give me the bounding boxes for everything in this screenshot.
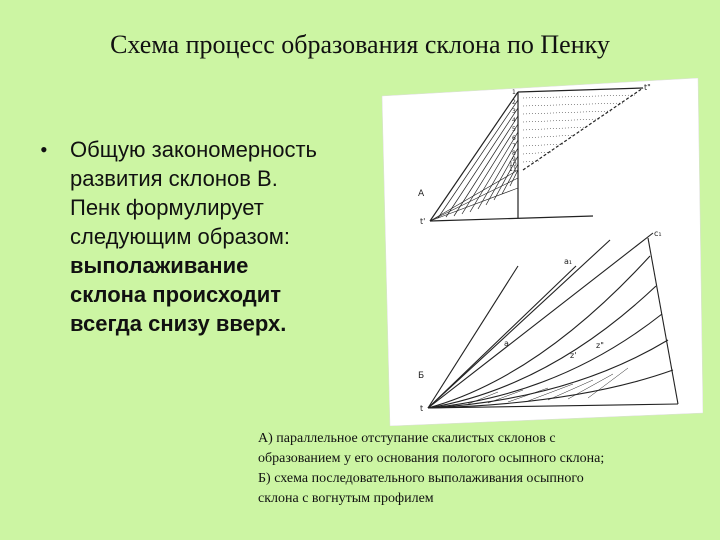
scale-number: 2 <box>512 99 516 106</box>
series-label: z' <box>570 351 577 360</box>
scale-number: 8 <box>512 150 516 157</box>
series-label: a₁ <box>564 257 573 266</box>
figure-caption <box>258 429 713 509</box>
label-b: Б <box>418 371 425 381</box>
figure-paper <box>382 78 703 426</box>
label-b-start: t <box>420 404 424 413</box>
slope-diagram-figure <box>378 78 703 426</box>
scale-number: 1 <box>512 89 516 96</box>
caption-line: Б) схема последовательного выполаживания осыпного <box>258 471 584 486</box>
scale-number: 11 <box>509 166 517 173</box>
scale-number: 10 <box>509 161 517 168</box>
bullet-text <box>70 135 330 338</box>
bullet-marker: • <box>40 137 48 162</box>
scale-number: 5 <box>512 126 516 133</box>
scale-number: 9 <box>512 156 516 163</box>
bullet-normal-text: Общую закономерность развития склонов В. Пенк формулирует следующим образом: <box>70 137 318 249</box>
label-a-top-right: t" <box>644 83 651 92</box>
series-label: z" <box>596 341 604 350</box>
label-a-start: t' <box>420 217 426 226</box>
series-label: a <box>504 339 509 348</box>
label-b-top-right: c₁ <box>654 229 662 238</box>
bullet-bold-text: выполаживание склона происходит всегда снизу вверх. <box>70 253 287 336</box>
caption-line: склона с вогнутым профилем <box>258 491 434 506</box>
scale-number: 6 <box>512 135 516 142</box>
slide-title: Схема процесс образования склона по Пенку <box>110 30 610 59</box>
scale-number: 4 <box>512 117 516 124</box>
scale-number: 7 <box>512 143 516 150</box>
label-a: А <box>418 189 425 199</box>
caption-line: А) параллельное отступание скалистых склонов с <box>258 431 556 446</box>
caption-line: образованием у его основания пологого осыпного склона; <box>258 451 605 466</box>
scale-number: 3 <box>512 108 516 115</box>
